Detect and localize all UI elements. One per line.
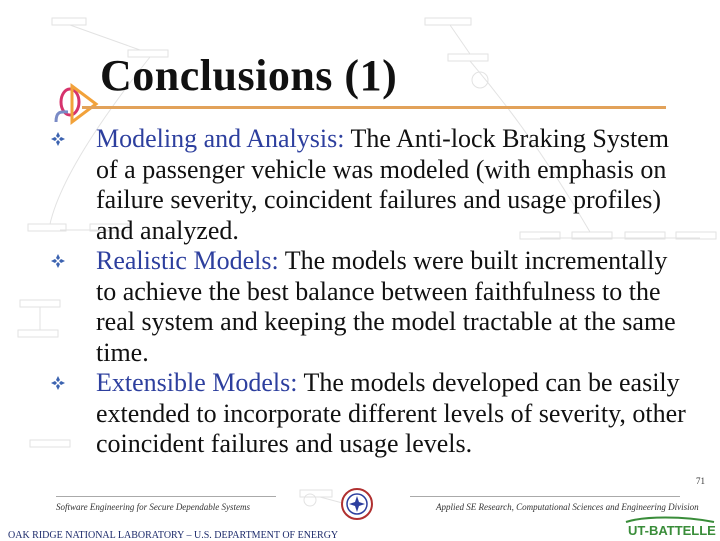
footer-left-text: Software Engineering for Secure Dependable Systems [56, 502, 251, 512]
doe-seal-icon [340, 487, 374, 521]
ut-battelle-logo-text: UT-BATTELLE [628, 523, 716, 538]
bullet-item [50, 124, 690, 246]
page-number: 71 [696, 476, 705, 486]
bullet-lead: Realistic Models: [96, 246, 279, 275]
footer-right-text: Applied SE Research, Computational Sciences and Engineering Division [436, 502, 699, 512]
diamond-bullet-icon [50, 131, 66, 147]
bullet-item [50, 246, 690, 368]
footer-divider-left [56, 496, 276, 497]
diamond-bullet-icon [50, 253, 66, 269]
bullet-lead: Modeling and Analysis: [96, 124, 345, 153]
bullet-list [50, 124, 690, 460]
bullet-text: The models were built incrementally to achieve the best balance between faithfulness to the real system and keeping the model tractable at the same time. [96, 246, 676, 367]
ornl-footer-text: OAK RIDGE NATIONAL LABORATORY – U.S. DEPARTMENT OF ENERGY [8, 530, 339, 541]
bullet-text: The Anti-lock Braking System of a passenger vehicle was modeled (with emphasis on failure severity, coincident failures and usage profiles) and analyzed. [96, 124, 669, 245]
bullet-item [50, 368, 690, 460]
ut-battelle-logo-icon [624, 514, 716, 538]
footer-divider-right [410, 496, 680, 497]
diamond-bullet-icon [50, 375, 66, 391]
bullet-lead: Extensible Models: [96, 368, 298, 397]
slide-title: Conclusions (1) [100, 51, 398, 100]
bullet-text: The models developed can be easily extended to incorporate different levels of severity, other coincident failures and usage levels. [96, 368, 686, 458]
title-rule [82, 106, 666, 109]
